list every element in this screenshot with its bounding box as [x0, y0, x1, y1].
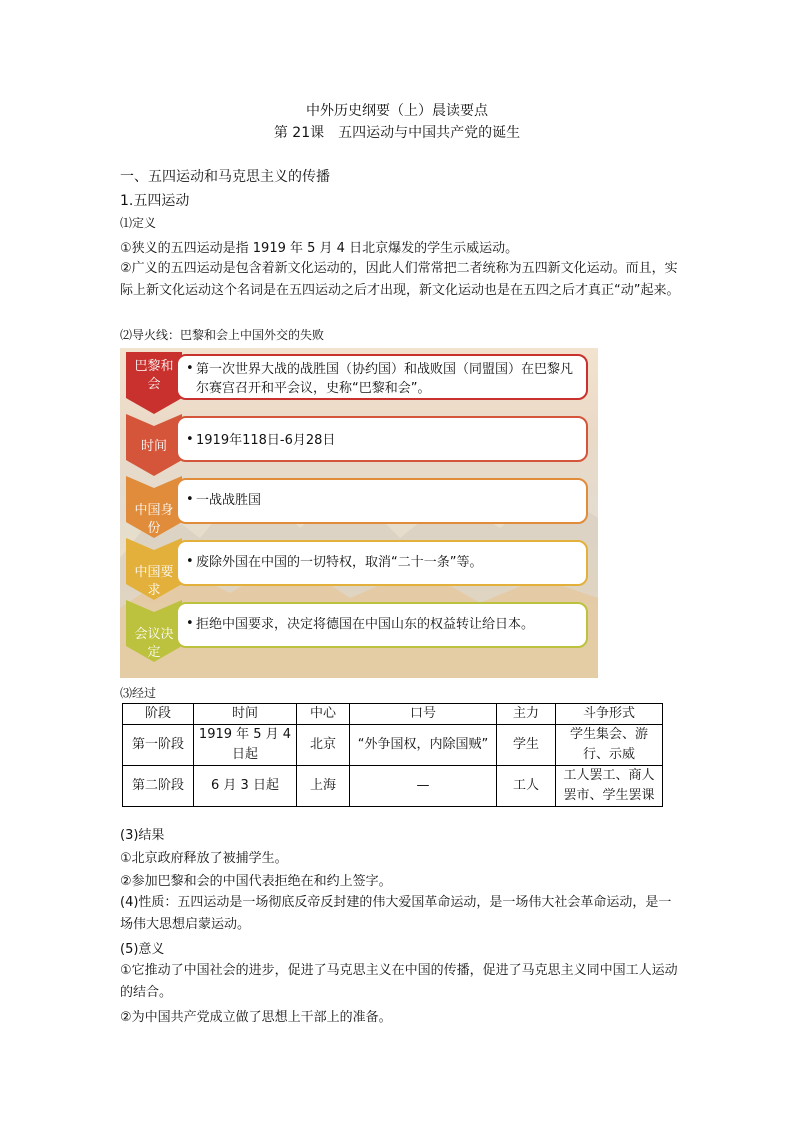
meaning-item-2: ②为中国共产党成立做了思想上干部上的准备。: [120, 1010, 392, 1025]
table-header: 口号: [350, 704, 497, 725]
table-header: 阶段: [123, 704, 194, 725]
table-cell: 第二阶段: [123, 766, 194, 807]
meaning-item-1: ①它推动了中国社会的进步，促进了马克思主义在中国的传播，促进了马克思主义同中国工人运动的结合。: [120, 963, 678, 1000]
table-row: [123, 725, 663, 766]
table-cell: “外争国权，内除国贼”: [350, 725, 497, 766]
table-cell: 6 月 3 日起: [194, 766, 297, 807]
fuse-heading: ⑵导火线：巴黎和会上中国外交的失败: [120, 328, 325, 342]
paris-conference-diagram: [120, 348, 598, 678]
table-cell: —: [350, 766, 497, 807]
table-cell: 上海: [297, 766, 350, 807]
process-table: [122, 703, 663, 807]
table-header: 主力: [497, 704, 556, 725]
table-cell: 第一阶段: [123, 725, 194, 766]
diagram-label: 中国要求: [134, 565, 174, 598]
diagram-text-box: • 一战战胜国: [176, 478, 588, 524]
table-cell: 工人罢工、商人罢市、学生罢课: [556, 766, 663, 807]
table-header: 中心: [297, 704, 350, 725]
result-item-2: ②参加巴黎和会的中国代表拒绝在和约上签字。: [120, 874, 392, 889]
diagram-label: 时间: [140, 439, 167, 454]
meaning-heading: (5)意义: [120, 942, 165, 957]
nature-paragraph: (4)性质：五四运动是一场彻底反帝反封建的伟大爱国革命运动，是一场伟大社会革命运动，是一场伟大思想启蒙运动。: [120, 895, 672, 932]
table-header-row: [123, 704, 663, 725]
table-cell: 学生: [497, 725, 556, 766]
table-header: 斗争形式: [556, 704, 663, 725]
process-heading: ⑶经过: [120, 686, 157, 700]
definition-broad: ②广义的五四运动是包含着新文化运动的，因此人们常常把二者统称为五四新文化运动。而且，实际上新文化运动这个名词是在五四运动之后才出现，新文化运动也是在五四之后才真正“动”起来。: [120, 261, 680, 298]
diagram-label: 中国身份: [134, 503, 174, 536]
result-heading: (3)结果: [120, 828, 165, 843]
doc-title: 中外历史纲要（上）晨读要点: [306, 103, 488, 119]
sub-heading: 1.五四运动: [120, 193, 190, 209]
doc-subtitle: 第 21课 五四运动与中国共产党的诞生: [273, 125, 521, 141]
table-cell: 工人: [497, 766, 556, 807]
diagram-text-box: • 拒绝中国要求，决定将德国在中国山东的权益转让给日本。: [176, 602, 588, 648]
section-heading: 一、五四运动和马克思主义的传播: [120, 169, 330, 185]
diagram-text-box: • 第一次世界大战的战胜国（协约国）和战败国（同盟国）在巴黎凡尔赛宫召开和平会议，史称“巴黎和会”。: [176, 354, 588, 400]
table-header: 时间: [194, 704, 297, 725]
diagram-label: 巴黎和会: [134, 359, 174, 392]
result-item-1: ①北京政府释放了被捕学生。: [120, 851, 288, 866]
diagram-text-box: • 废除外国在中国的一切特权，取消“二十一条”等。: [176, 540, 588, 586]
table-cell: 1919 年 5 月 4 日起: [194, 725, 297, 766]
table-row: [123, 766, 663, 807]
table-cell: 北京: [297, 725, 350, 766]
definition-narrow: ①狭义的五四运动是指 1919 年 5 月 4 日北京爆发的学生示威运动。: [120, 241, 519, 256]
diagram-row-time: [120, 414, 598, 476]
diagram-row-identity: [120, 476, 598, 538]
definition-heading: ⑴定义: [120, 216, 157, 230]
diagram-row-conference: [120, 352, 598, 414]
diagram-label: 会议决定: [134, 627, 174, 660]
diagram-text-box: • 1919年118日-6月28日: [176, 416, 588, 462]
diagram-row-decision: [120, 600, 598, 662]
table-cell: 学生集会、游行、示威: [556, 725, 663, 766]
diagram-row-demand: [120, 538, 598, 600]
